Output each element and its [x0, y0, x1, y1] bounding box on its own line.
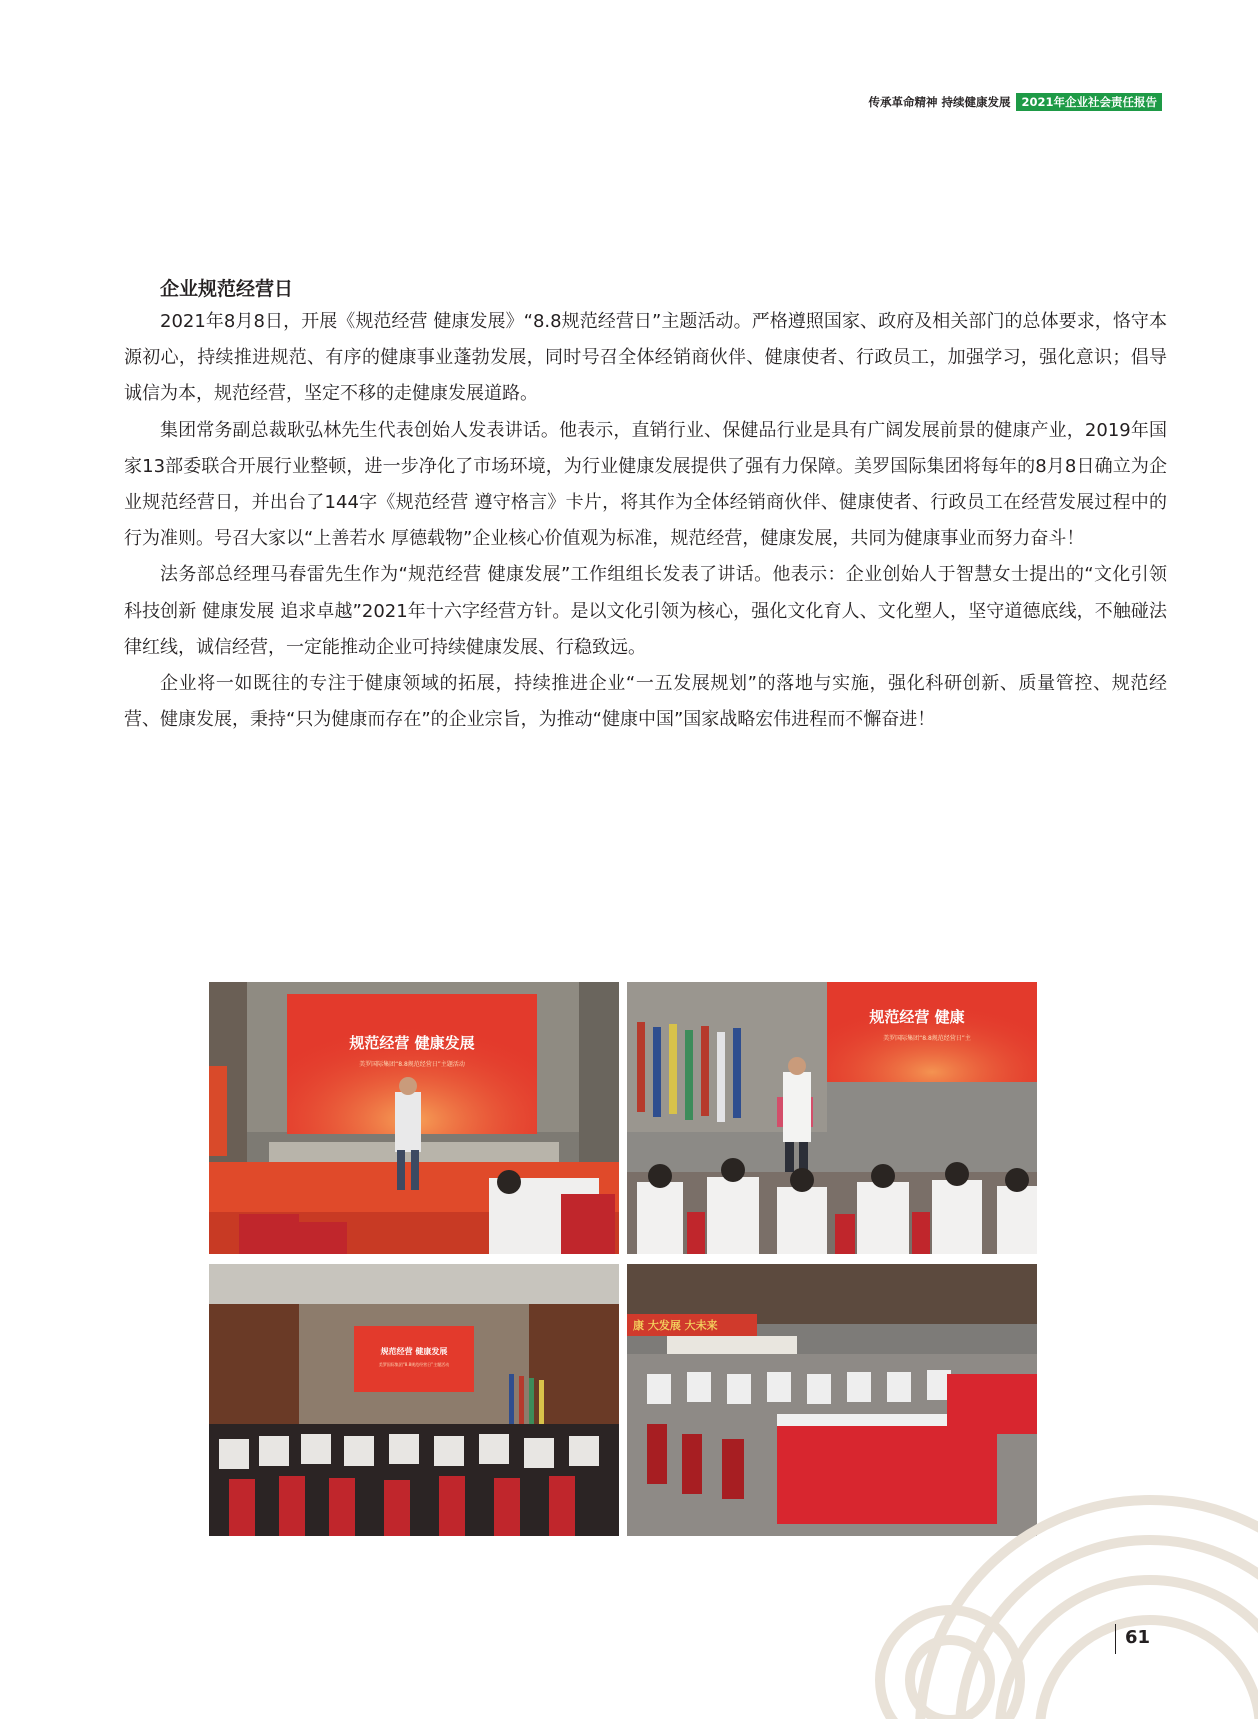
paragraph-3: 法务部总经理马春雷先生作为“规范经营 健康发展”工作组组长发表了讲话。他表示：企业创始人于智慧女士提出的“文化引领 科技创新 健康发展 追求卓越”2021年十六字经营方针。是以文化引领为核心，强化文化育人、文化塑人，坚守道德底线，不触碰法律红线，诚信经营，一定能推动企业可持续健康发展、行稳致远。: [124, 564, 1167, 658]
page-number: 61: [1125, 1627, 1151, 1648]
p3-screen-title: 规范经营 健康发展: [380, 1347, 448, 1356]
section-heading: 企业规范经营日: [160, 278, 294, 300]
event-photo-grid: [209, 982, 1035, 1532]
header-report-tag: 2021年企业社会责任报告: [1016, 93, 1162, 111]
paragraph-4: 企业将一如既往的专注于健康领域的拓展，持续推进企业“一五发展规划”的落地与实施，强化科研创新、质量管控、规范经营、健康发展，秉持“只为健康而存在”的企业宗旨，为推动“健康中国”国家战略宏伟进程而不懈奋进！: [124, 673, 1167, 731]
article: [124, 274, 1167, 738]
p2-screen-subtitle: 美罗国际集团“8.8规范经营日”主: [883, 1035, 971, 1042]
p1-screen-subtitle: 美罗国际集团“8.8规范经营日”主题活动: [359, 1061, 465, 1068]
p4-banner-text: 康 大发展 大未来: [633, 1319, 718, 1332]
p1-screen-title: 规范经营 健康发展: [349, 1034, 475, 1052]
page-number-rule: [1115, 1624, 1116, 1654]
event-photo-flags-audience: [627, 982, 1037, 1254]
cloud-pattern-decoration: [730, 1480, 1258, 1719]
event-photo-hall-wide: [209, 1264, 619, 1536]
p2-screen-title: 规范经营 健康: [869, 1008, 965, 1026]
paragraph-1: 2021年8月8日，开展《规范经营 健康发展》“8.8规范经营日”主题活动。严格遵照国家、政府及相关部门的总体要求，恪守本源初心，持续推进规范、有序的健康事业蓬勃发展，同时号召全体经销商伙伴、健康使者、行政员工，加强学习，强化意识；倡导诚信为本，规范经营，坚定不移的走健康发展道路。: [124, 311, 1167, 405]
event-photo-speaker-stage: [209, 982, 619, 1254]
header-slogan: 传承革命精神 持续健康发展: [868, 95, 1011, 109]
running-header: [868, 93, 1162, 111]
p3-screen-subtitle: 美罗国际集团“8.8规范经营日”主题活动: [378, 1362, 450, 1367]
paragraph-2: 集团常务副总裁耿弘林先生代表创始人发表讲话。他表示，直销行业、保健品行业是具有广阔发展前景的健康产业，2019年国家13部委联合开展行业整顿，进一步净化了市场环境，为行业健康发展提供了强有力保障。美罗国际集团将每年的8月8日确立为企业规范经营日，并出台了144字《规范经营 遵守格言》卡片，将其作为全体经销商伙伴、健康使者、行政员工在经营发展过程中的行为准则。号召大家以“上善若水 厚德载物”企业核心价值观为标准，规范经营，健康发展，共同为健康事业而努力奋斗！: [124, 419, 1167, 550]
